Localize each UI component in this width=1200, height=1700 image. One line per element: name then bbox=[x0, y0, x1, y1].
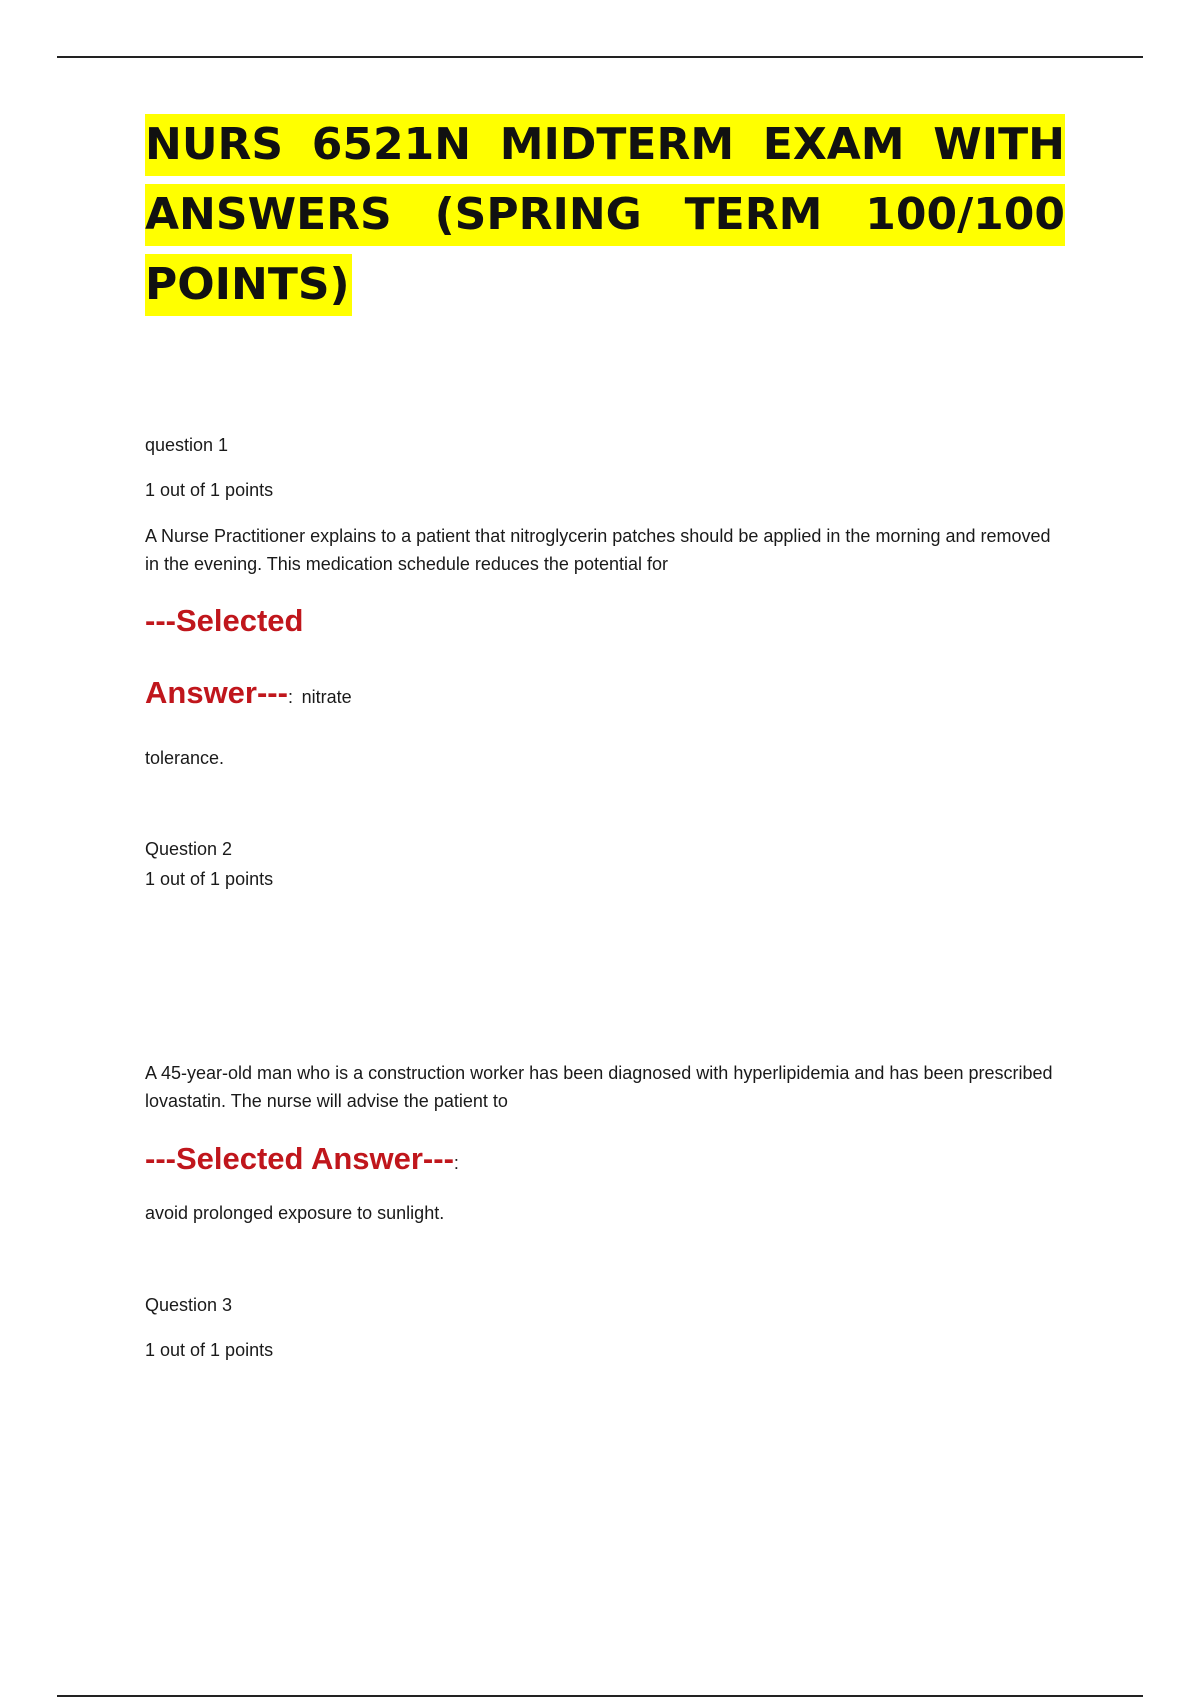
question-1-text: A Nurse Practitioner explains to a patient that nitroglycerin patches should be applied in the morning and removed in the evening. This medication schedule reduces the potential for bbox=[145, 526, 1051, 574]
title-line-1 bbox=[145, 114, 1065, 176]
title-word: ANSWERS bbox=[145, 189, 392, 240]
title-word: (SPRING bbox=[434, 189, 642, 240]
selected-answer-label: ---Selected Answer--- bbox=[145, 1141, 454, 1176]
title-word: MIDTERM bbox=[499, 119, 735, 170]
selected-answer-label-part1: ---Selected bbox=[145, 603, 304, 638]
selected-answer-row-2 bbox=[145, 1139, 459, 1183]
title-word: WITH bbox=[933, 119, 1065, 170]
title-word: EXAM bbox=[762, 119, 905, 170]
title-line-3: POINTS) bbox=[145, 254, 352, 316]
title-word: NURS bbox=[145, 119, 284, 170]
question-1-label: question 1 bbox=[145, 435, 229, 455]
question-2-points: 1 out of 1 points bbox=[145, 869, 274, 889]
title-line-2 bbox=[145, 184, 1065, 246]
selected-answer-label-part2: Answer--- bbox=[145, 675, 288, 710]
question-2-answer: avoid prolonged exposure to sunlight. bbox=[145, 1203, 445, 1223]
answer-colon: : bbox=[453, 1153, 459, 1173]
question-2-text: A 45-year-old man who is a construction worker has been diagnosed with hyperlipidemia and has been prescribed lovastatin. The nurse will advise the patient to bbox=[145, 1063, 1053, 1111]
footer-rule bbox=[57, 1695, 1143, 1697]
question-1-points: 1 out of 1 points bbox=[145, 480, 274, 500]
question-3-points: 1 out of 1 points bbox=[145, 1340, 274, 1360]
question-3-label: Question 3 bbox=[145, 1295, 233, 1315]
title-word: 100/100 bbox=[865, 189, 1065, 240]
question-1-answer-inline: nitrate bbox=[301, 687, 352, 707]
document-title bbox=[145, 114, 1065, 324]
header-rule bbox=[57, 56, 1143, 58]
answer-colon: : bbox=[287, 687, 293, 707]
selected-answer-row bbox=[145, 673, 352, 717]
title-word: TERM bbox=[684, 189, 823, 240]
question-2-label: Question 2 bbox=[145, 839, 233, 859]
question-1-answer-continued: tolerance. bbox=[145, 748, 225, 768]
title-word: 6521N bbox=[311, 119, 472, 170]
